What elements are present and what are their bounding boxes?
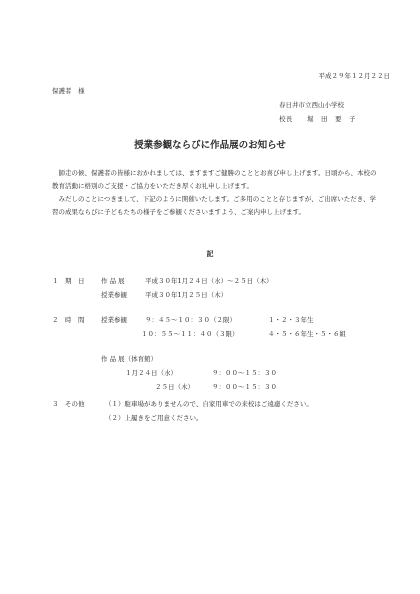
item1-class-visit-date: 平成３０年1月２５日（木） [145, 291, 228, 299]
item2-exhibit-day2-time: ９：００～１５：３０ [212, 383, 277, 391]
item2-exhibit-day2: ２５日（木） [155, 383, 194, 391]
school-name: 春日井市立西山小学校 [279, 101, 344, 109]
item2-period3-grades: ４・５・６年生・５・６組 [268, 330, 346, 338]
ki-heading: 記 [206, 249, 214, 258]
greeting-paragraph: 師走の候、保護者の皆様におかれましては、ますますご健勝のこととお喜び申し上げます。日頃から、本校の教育活動に格別のご支援・ご協力をいただき厚くお礼申し上げます。 [52, 169, 377, 190]
principal-name: 校長 堀 田 要 子 [279, 115, 356, 123]
item2-period2-time: ９：４５～１０：３０（２限） [145, 316, 236, 324]
document-title: 授業参観ならびに作品展のお知らせ [134, 140, 286, 151]
notice-paragraph: みだしのことにつきまして、下記のように開催いたします。ご多用のことと存じますが、ご出席いただき、学習の成果ならびに子どもたちの様子をご参観くださいますよう、ご案内申し上げます。 [52, 195, 376, 216]
item1-label: １ 期 日 [52, 277, 85, 285]
item2-exhibit-day1-time: ９：００～１５：３０ [212, 369, 277, 377]
item2-class-visit-name: 授業参観 [101, 316, 127, 324]
item3-note-shoes: （２）上履きをご用意ください。 [105, 414, 203, 422]
item2-label: ２ 時 間 [52, 316, 85, 324]
item1-exhibit-name: 作 品 展 [101, 277, 125, 285]
item2-exhibit-day1: １月２４日（水） [125, 369, 177, 377]
item3-note-parking: （１）駐車場がありませんので、自家用車での来校はご遠慮ください。 [105, 400, 313, 408]
document-date: 平成２９年１２月２２日 [318, 72, 390, 80]
item2-period3-time: １０：５５～１１：４０（３限） [141, 330, 239, 338]
item3-label: ３ その他 [52, 400, 85, 408]
body-text [52, 167, 380, 219]
addressee: 保護者 様 [52, 87, 85, 95]
item1-class-visit-name: 授業参観 [101, 291, 127, 299]
item2-period2-grades: １・２・３年生 [268, 316, 314, 324]
item1-exhibit-date: 平成３０年1月２４日（水）～２５日（木） [145, 277, 273, 285]
item2-exhibit-label: 作 品 展（体育館） [101, 355, 158, 363]
